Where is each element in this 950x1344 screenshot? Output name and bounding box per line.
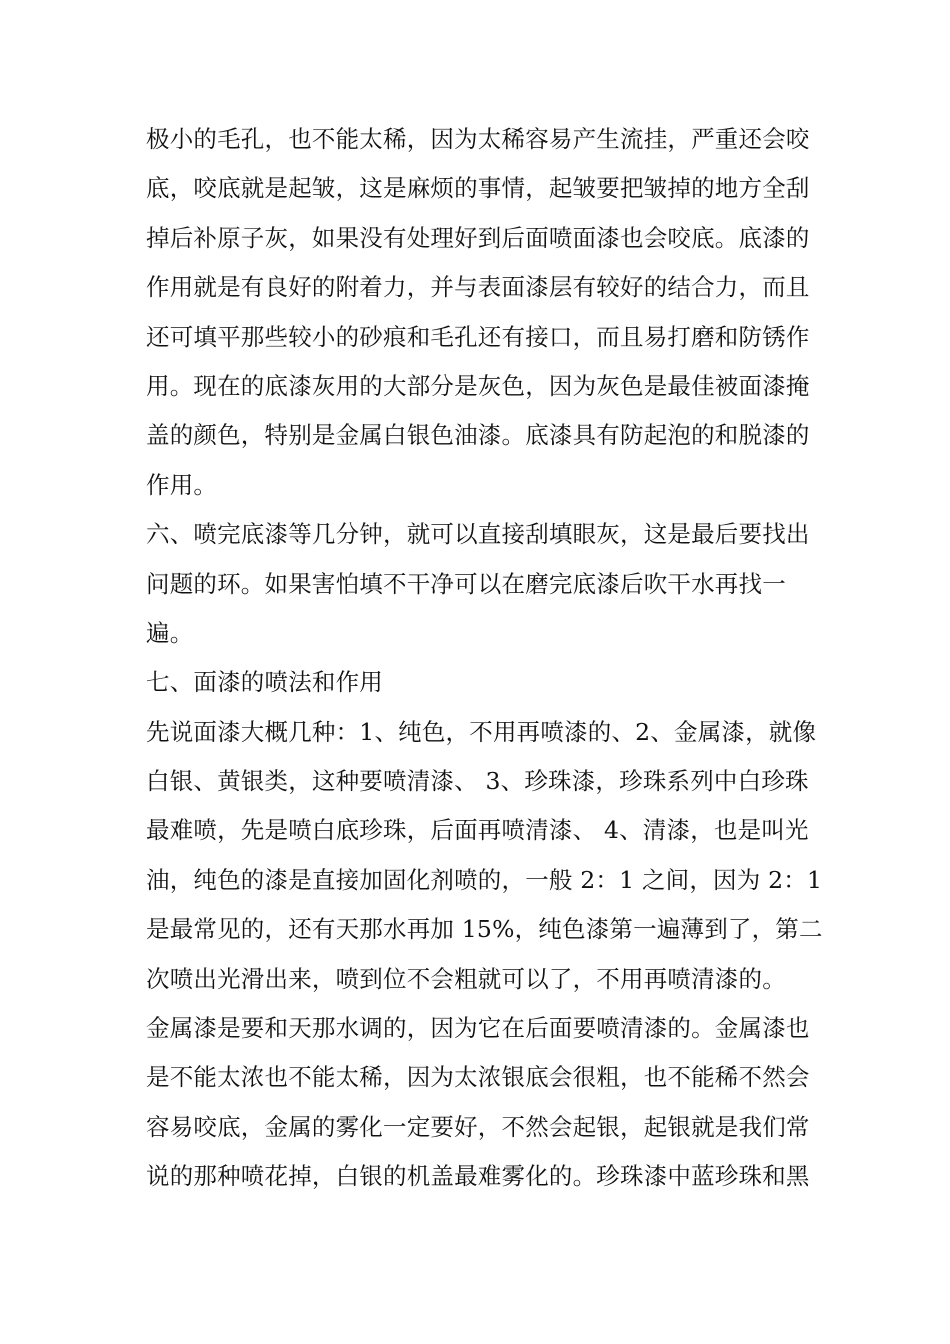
text-line: 遍。 [146,618,194,647]
text-line: 极小的毛孔，也不能太稀，因为太稀容易产生流挂，严重还会咬 [146,125,810,153]
text-line: 还可填平那些较小的砂痕和毛孔还有接口，而且易打磨和防锈作 [146,322,810,351]
text-line: 是最常见的，还有天那水再加 15%，纯色漆第一遍薄到了，第二 [146,915,823,944]
text-line: 最难喷，先是喷白底珍珠，后面再喷清漆、 4、清漆，也是叫光 [146,816,809,845]
text-line: 白银、黄银类，这种要喷清漆、 3、珍珠漆，珍珠系列中白珍珠 [146,767,809,796]
text-line: 问题的环。如果害怕填不干净可以在磨完底漆后吹干水再找一 [146,569,786,598]
text-line: 说的那种喷花掉，白银的机盖最难雾化的。珍珠漆中蓝珍珠和黑 [146,1162,810,1191]
text-line: 盖的颜色，特别是金属白银色油漆。底漆具有防起泡的和脱漆的 [146,421,810,450]
text-line: 先说面漆大概几种：1、纯色，不用再喷漆的、2、金属漆，就像 [146,717,817,746]
text-line: 金属漆是要和天那水调的，因为它在后面要喷清漆的。金属漆也 [146,1014,810,1043]
text-line: 是不能太浓也不能太稀，因为太浓银底会很粗，也不能稀不然会 [146,1063,810,1092]
text-line: 作用。 [146,470,218,499]
text-line: 作用就是有良好的附着力，并与表面漆层有较好的结合力，而且 [146,273,810,302]
text-line: 次喷出光滑出来，喷到位不会粗就可以了，不用再喷清漆的。 [146,964,786,993]
text-line: 掉后补原子灰，如果没有处理好到后面喷面漆也会咬底。底漆的 [146,223,810,252]
section-seven-heading: 七、面漆的喷法和作用 [146,668,383,697]
text-line: 底，咬底就是起皱，这是麻烦的事情，起皱要把皱掉的地方全刮 [146,174,810,203]
section-six-line: 六、喷完底漆等几分钟，就可以直接刮填眼灰，这是最后要找出 [146,520,810,549]
body-text [146,115,823,1202]
text-line: 容易咬底，金属的雾化一定要好，不然会起银，起银就是我们常 [146,1112,810,1141]
text-line: 油，纯色的漆是直接加固化剂喷的，一般 2：1 之间，因为 2：1 [146,865,823,894]
text-line: 用。现在的底漆灰用的大部分是灰色，因为灰色是最佳被面漆掩 [146,371,810,400]
